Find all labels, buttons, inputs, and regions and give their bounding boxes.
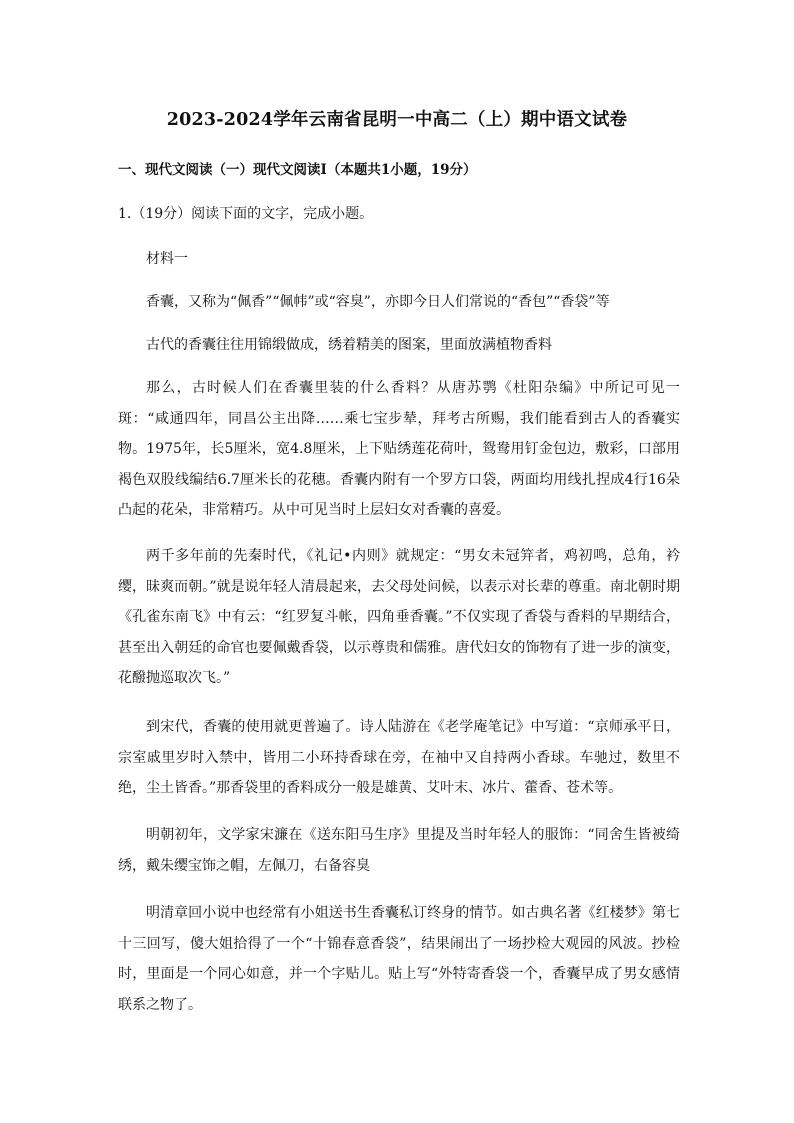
paragraph-7: 明清章回小说中也经常有小姐送书生香囊私订终身的情节。如古典名著《红楼梦》第七十三回写，傻大姐拾得了一个“十锦春意香袋”，结果闹出了一场抄检大观园的风波。抄检时，里面是一个同心如意，并一个字贴儿。贴上写“外特寄香袋一个，香囊早成了男女感情联系之物了。 xyxy=(118,905,680,1013)
paragraph-1: 香囊，又称为“佩香”“佩帏”或“容臭”，亦即今日人们常说的“香包”“香袋”等 xyxy=(146,294,610,310)
section-heading: 一、现代文阅读（一）现代文阅读Ⅰ（本题共1小题，19分） xyxy=(118,162,477,178)
exam-title: 2023-2024学年云南省昆明一中高二（上）期中语文试卷 xyxy=(166,110,628,130)
paragraph-material-label: 材料一 xyxy=(146,251,188,267)
paragraph-5: 到宋代，香囊的使用就更普遍了。诗人陆游在《老学庵笔记》中写道：“京师承平日，宗室戚里岁时入禁中，皆用二小环持香球在旁，在袖中又自持两小香球。车驰过，数里不绝，尘土皆香。”那香袋里的香料成分一般是雄黄、艾叶末、冰片、藿香、苍术等。 xyxy=(118,719,680,796)
question-stem: 1.（19分）阅读下面的文字，完成小题。 xyxy=(118,206,374,222)
paragraph-3: 那么，古时候人们在香囊里装的什么香料？从唐苏鹗《杜阳杂编》中所记可见一斑：“咸通四年，同昌公主出降……乘七宝步辇，拜考古所赐，我们能看到古人的香囊实物。1975年，长5厘米，宽4.8厘米，上下贴绣莲花荷叶，鸳鸯用钉金包边，敷彩，口部用褐色双股线编结6.7厘米长的花穗。香囊内附有一个罗方口袋，两面均用线扎捏成4行16朵凸起的花朵，非常精巧。从中可见当时上层妇女对香囊的喜爱。 xyxy=(118,380,680,518)
paragraph-6: 明朝初年，文学家宋濂在《送东阳马生序》里提及当时年轻人的服饰：“同舍生皆被绮绣，戴朱缨宝饰之帽，左佩刀，右备容臭 xyxy=(118,827,680,874)
paragraph-4: 两千多年前的先秦时代，《礼记•内则》就规定：“男女未冠笄者，鸡初鸣，总角，衿缨，昧爽而朝。”就是说年轻人清晨起来，去父母处问候，以表示对长辈的尊重。南北朝时期《孔雀东南飞》中有云：“红罗复斗帐，四角垂香囊。”不仅实现了香袋与香料的早期结合，甚至出入朝廷的命官也要佩戴香袋，以示尊贵和儒雅。唐代妇女的饰物有了进一步的演变，花醱抛巡取次飞。” xyxy=(118,548,680,686)
paragraph-2: 古代的香囊往往用锦缎做成，绣着精美的图案，里面放满植物香料 xyxy=(146,337,552,353)
